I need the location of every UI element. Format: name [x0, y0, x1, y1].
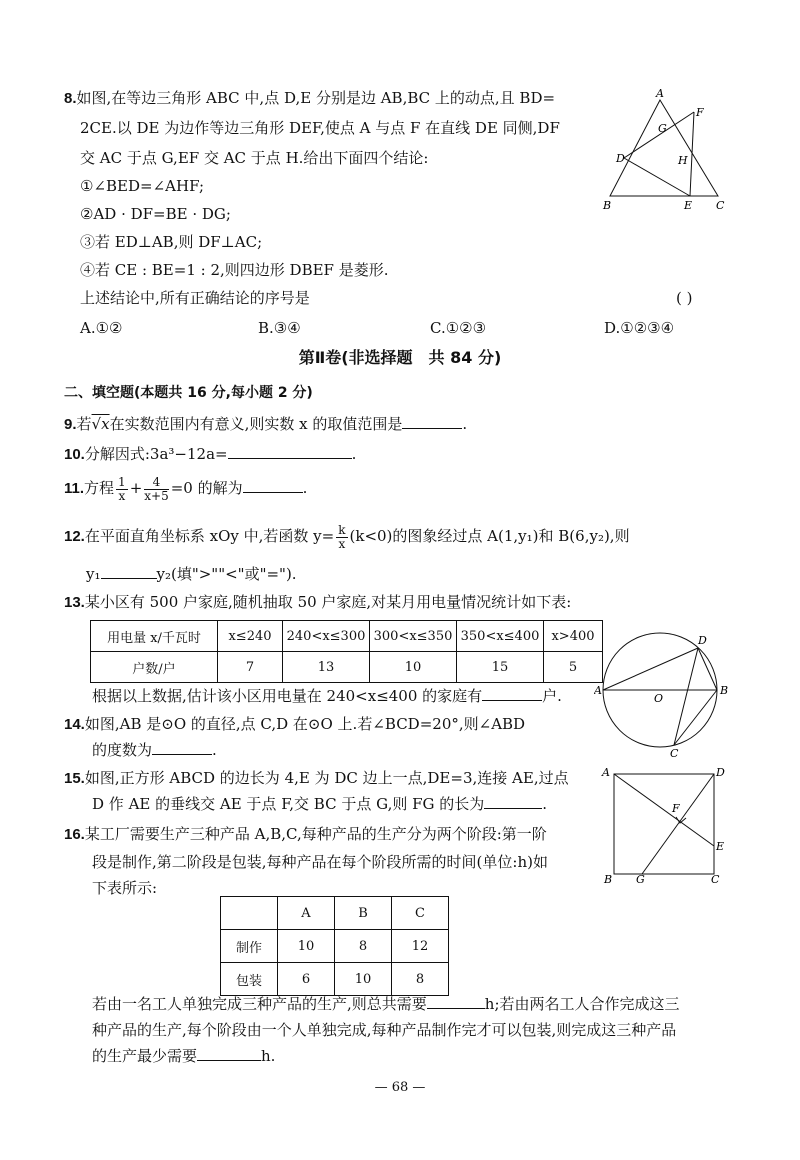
q14-circle-figure — [594, 630, 730, 760]
label-d: D — [698, 634, 707, 647]
label-b: B — [604, 873, 613, 886]
label-f: F — [696, 106, 704, 119]
q14-text-b: 的度数为 — [92, 741, 153, 759]
label-o: O — [654, 692, 664, 705]
q9-line — [64, 410, 467, 438]
q13-h1: x≤240 — [218, 621, 283, 652]
q10-end: . — [351, 445, 357, 463]
q15-line2 — [92, 790, 547, 818]
q8-line1 — [64, 84, 555, 112]
q10-line — [64, 440, 356, 468]
q13-h4: 350<x≤400 — [457, 621, 544, 652]
segment-db — [698, 648, 717, 690]
q11-end: . — [302, 479, 308, 497]
q16-r1c2: 10 — [335, 963, 392, 996]
label-e: E — [684, 199, 693, 212]
q10-blank[interactable] — [228, 442, 352, 459]
label-e: E — [716, 840, 725, 853]
q10-text: 分解因式:3a³−12a= — [84, 445, 228, 463]
q15-text-a: 如图,正方形 ABCD 的边长为 4,E 为 DC 边上一点,DE=3,连接 AE,过点 — [84, 769, 569, 787]
label-b: B — [720, 684, 729, 697]
q14-blank[interactable] — [152, 738, 212, 755]
q16-r0c2: 8 — [335, 930, 392, 963]
q15-number: 15. — [64, 770, 85, 787]
q11-f2-num: 4 — [144, 476, 168, 490]
q16-blank-2[interactable] — [197, 1044, 261, 1061]
q16-r1c0: 包装 — [221, 963, 278, 996]
q9-number: 9. — [64, 416, 77, 433]
q16-line6 — [92, 1042, 275, 1070]
q11-number: 11. — [64, 480, 85, 497]
q13-data-row — [91, 652, 603, 683]
q16-text-d: 若由一名工人单独完成三种产品的生产,则总共需要 — [92, 995, 427, 1013]
q9-end: . — [462, 415, 468, 433]
q13-h2: 240<x≤300 — [283, 621, 370, 652]
q12-text-d: y₂(填">""<"或"="). — [156, 565, 297, 583]
label-d: D — [716, 766, 725, 779]
label-a: A — [656, 88, 664, 100]
q16-line4 — [92, 990, 680, 1018]
q12-line1 — [64, 516, 630, 556]
q15-blank[interactable] — [484, 792, 542, 809]
q16-r0c0: 制作 — [221, 930, 278, 963]
q8-conclusion-4: ④若 CE : BE=1 : 2,则四边形 DBEF 是菱形. — [80, 261, 389, 279]
q16-line2: 段是制作,第二阶段是包装,每种产品在每个阶段所需的时间(单位:h)如 — [92, 853, 548, 871]
part2-title: 第Ⅱ卷(非选择题 共 84 分) — [298, 348, 502, 367]
label-f: F — [672, 802, 680, 815]
q8-option-d[interactable]: D.①②③④ — [604, 319, 675, 337]
q16-row-make — [221, 930, 449, 963]
q16-header-row — [221, 897, 449, 930]
q13-table — [90, 620, 603, 683]
q8-option-a[interactable]: A.①② — [80, 319, 123, 337]
q8-conclusion-1: ①∠BED=∠AHF; — [80, 177, 204, 195]
q8-number: 8. — [64, 90, 77, 107]
q11-plus: + — [129, 479, 143, 497]
q16-line5: 种产品的生产,每个阶段由一个人单独完成,每种产品制作完才可以包装,则完成这三种产品 — [92, 1021, 677, 1039]
q16-line1 — [64, 820, 547, 848]
q16-r1c3: 8 — [392, 963, 449, 996]
q16-text-h: h. — [261, 1047, 276, 1065]
q14-line1 — [64, 710, 525, 738]
q15-square-figure — [598, 762, 728, 888]
q13-h5: x>400 — [544, 621, 603, 652]
q16-r0c1: 10 — [278, 930, 335, 963]
q16-r1c1: 6 — [278, 963, 335, 996]
q8-conclusion-2: ②AD · DF=BE · DG; — [80, 205, 231, 223]
q11-f2-den: x+5 — [144, 488, 169, 503]
q9-text-a: 若 — [76, 415, 92, 433]
q11-fraction-2 — [144, 476, 168, 503]
segment-ad — [603, 648, 698, 690]
q11-f1-num: 1 — [118, 474, 126, 489]
q13-text-b: 根据以上数据,估计该小区用电量在 240<x≤400 的家庭有 — [92, 687, 483, 705]
segment-ef — [690, 112, 694, 196]
q16-text-a: 某工厂需要生产三种产品 A,B,C,每种产品的生产分为两个阶段:第一阶 — [84, 825, 547, 843]
label-c: C — [670, 747, 679, 760]
q12-fraction — [336, 524, 347, 551]
q9-text-c: 在实数范围内有意义,则实数 x 的取值范围是 — [109, 415, 403, 433]
q14-text-a: 如图,AB 是⊙O 的直径,点 C,D 在⊙O 上.若∠BCD=20°,则∠ABD — [84, 715, 526, 733]
label-a: A — [594, 684, 602, 697]
q11-f1-den: x — [118, 488, 126, 503]
label-a: A — [602, 766, 610, 779]
label-d: D — [616, 152, 625, 165]
q16-blank-1[interactable] — [427, 992, 485, 1009]
q16-h1: A — [278, 897, 335, 930]
segment-dg — [642, 774, 714, 874]
label-c: C — [716, 199, 725, 212]
q13-c4: 15 — [457, 652, 544, 683]
q12-text-b: (k<0)的图象经过点 A(1,y₁)和 B(6,y₂),则 — [349, 527, 630, 545]
segment-df — [624, 112, 694, 158]
q8-ask: 上述结论中,所有正确结论的序号是 — [80, 289, 310, 307]
q14-end: . — [212, 741, 217, 759]
q12-line2 — [86, 560, 297, 588]
q8-line2: 2CE.以 DE 为边作等边三角形 DEF,使点 A 与点 F 在直线 DE 同侧,DF — [80, 119, 560, 137]
q13-h3: 300<x≤350 — [370, 621, 457, 652]
q16-r0c3: 12 — [392, 930, 449, 963]
q13-number: 13. — [64, 594, 85, 611]
q14-number: 14. — [64, 716, 85, 733]
q13-c3: 10 — [370, 652, 457, 683]
q13-c1: 7 — [218, 652, 283, 683]
label-g: G — [658, 122, 667, 135]
q16-line3: 下表所示: — [92, 879, 158, 897]
q8-answer-paren: ( ) — [676, 289, 693, 307]
q12-text-a: 在平面直角坐标系 xOy 中,若函数 y= — [84, 527, 335, 545]
q16-text-g: 的生产最少需要 — [92, 1047, 198, 1065]
q10-number: 10. — [64, 446, 85, 463]
q8-line3: 交 AC 于点 G,EF 交 AC 于点 H.给出下面四个结论: — [80, 149, 429, 167]
page-number: — 68 — — [374, 1080, 426, 1095]
q15-text-b: D 作 AE 的垂线交 AE 于点 F,交 BC 于点 G,则 FG 的长为 — [92, 795, 485, 813]
section-heading: 二、填空题(本题共 16 分,每小题 2 分) — [64, 385, 313, 401]
q11-text-a: 方程 — [84, 479, 115, 497]
q9-sqrt: √x — [91, 415, 110, 433]
q13-blank[interactable] — [482, 684, 542, 701]
q13-end: 户. — [542, 687, 562, 705]
q11-fraction-1 — [116, 476, 128, 503]
q8-conclusion-3: ③若 ED⊥AB,则 DF⊥AC; — [80, 233, 263, 251]
q15-line1 — [64, 764, 569, 792]
q13-h0: 用电量 x/千瓦时 — [91, 621, 218, 652]
segment-ae — [614, 774, 714, 846]
q16-number: 16. — [64, 826, 85, 843]
square-abcd — [614, 774, 714, 874]
q11-line — [64, 470, 307, 506]
q8-option-b[interactable]: B.③④ — [258, 319, 301, 337]
q8-triangle-figure — [598, 88, 728, 218]
q15-end: . — [542, 795, 548, 813]
label-h: H — [678, 154, 688, 167]
q16-h0 — [221, 897, 278, 930]
q11-blank[interactable] — [243, 476, 303, 493]
q13-c2: 13 — [283, 652, 370, 683]
q11-text-b: =0 的解为 — [170, 479, 243, 497]
q16-h3: C — [392, 897, 449, 930]
q13-text: 某小区有 500 户家庭,随机抽取 50 户家庭,对某月用电量情况统计如下表: — [84, 593, 572, 611]
q9-blank[interactable] — [402, 412, 462, 429]
q13-c5: 5 — [544, 652, 603, 683]
q13-line1 — [64, 588, 571, 616]
q13-line2 — [92, 682, 562, 710]
q12-f-den: x — [338, 536, 346, 551]
q16-table — [220, 896, 449, 996]
q8-text1: 如图,在等边三角形 ABC 中,点 D,E 分别是边 AB,BC 上的动点,且 BD= — [76, 89, 556, 107]
q16-text-e: h;若由两名工人合作完成这三 — [484, 995, 680, 1013]
q14-line2 — [92, 736, 217, 764]
label-g: G — [636, 873, 645, 886]
q8-option-c[interactable]: C.①②③ — [430, 319, 487, 337]
q12-number: 12. — [64, 528, 85, 545]
q13-c0: 户数/户 — [91, 652, 218, 683]
q12-f-num: k — [338, 522, 346, 537]
q12-blank[interactable] — [101, 562, 157, 579]
q13-header-row — [91, 621, 603, 652]
label-c: C — [711, 873, 720, 886]
label-b: B — [603, 199, 612, 212]
q12-text-c: y₁ — [86, 565, 101, 583]
q16-h2: B — [335, 897, 392, 930]
